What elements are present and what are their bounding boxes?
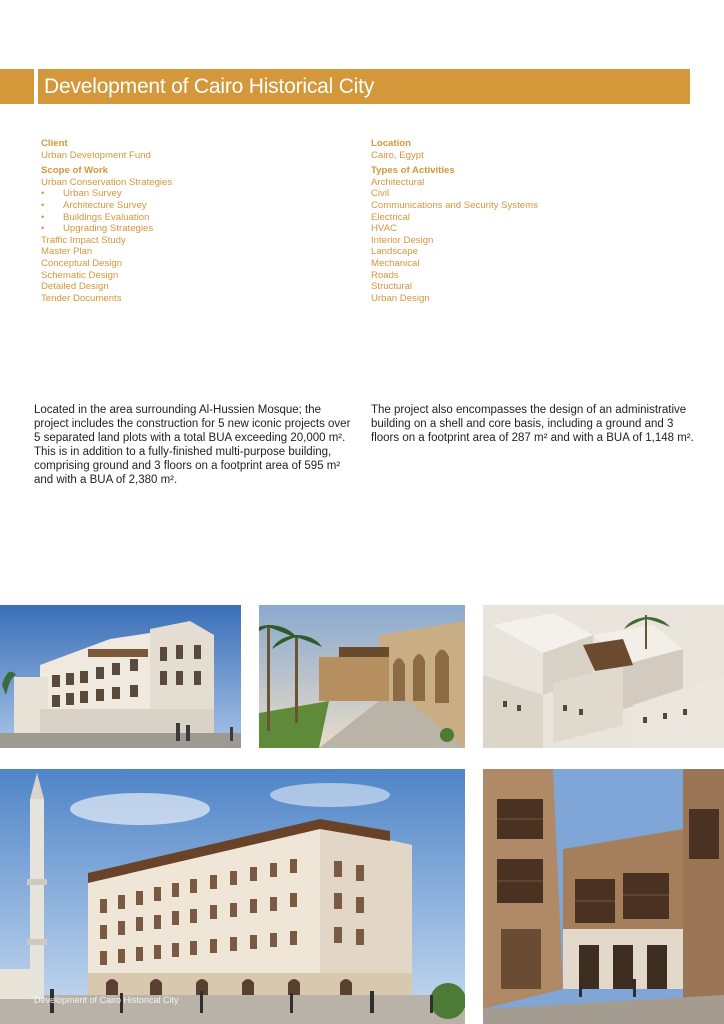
activity-item: Urban Design	[371, 292, 430, 304]
activity-item: Landscape	[371, 246, 418, 258]
scope-sub-item: • Urban Survey	[41, 188, 122, 200]
rendering-building-street	[0, 605, 241, 748]
bullet-dot: •	[41, 223, 45, 235]
location-value: Cairo, Egypt	[371, 149, 424, 161]
rendering-aerial-model	[483, 605, 724, 748]
rendering-courtyard-mashrabiya	[483, 769, 724, 1024]
scope-item: Detailed Design	[41, 281, 109, 293]
client-label: Client	[41, 138, 68, 149]
scope-label: Scope of Work	[41, 165, 108, 177]
scope-item: Conceptual Design	[41, 257, 123, 269]
bullet-dot: •	[41, 188, 45, 200]
activity-item: Electrical	[371, 211, 410, 223]
bullet-dot: •	[41, 199, 45, 211]
location-activities-column	[371, 138, 671, 304]
activity-item: Structural	[371, 281, 413, 293]
scope-item: Urban Conservation Strategies	[41, 176, 173, 188]
rendering-courtyard-palms	[259, 605, 465, 748]
scope-item: Schematic Design	[41, 269, 119, 281]
scope-sub-item: • Upgrading Strategies	[41, 223, 154, 235]
scope-sub-item: • Buildings Evaluation	[41, 211, 150, 223]
scope-sub-item: • Architecture Survey	[41, 199, 147, 211]
project-description-right: The project also encompasses the design of an administrative building on a shell and core basis, including a ground and 3 floors on a footprint area of 287 m² and with a BUA of 1,148 m².	[371, 404, 694, 444]
activity-item: Architectural	[371, 176, 425, 188]
activity-item: HVAC	[371, 223, 397, 235]
activity-item: Roads	[371, 269, 399, 281]
title-accent-block	[0, 69, 34, 104]
activity-item: Interior Design	[371, 234, 434, 246]
location-label: Location	[371, 138, 411, 149]
scope-item: Traffic Impact Study	[41, 234, 126, 246]
activities-label: Types of Activities	[371, 165, 455, 177]
activity-item: Mechanical	[371, 257, 420, 269]
client-scope-column	[41, 138, 341, 304]
bullet-dot: •	[41, 211, 45, 223]
photo-caption: Development of Cairo Historical City	[34, 995, 179, 1005]
activity-item: Civil	[371, 188, 390, 200]
scope-item: Master Plan	[41, 246, 93, 258]
page-title: Development of Cairo Historical City	[44, 75, 375, 98]
scope-item: Tender Documents	[41, 292, 122, 304]
client-value: Urban Development Fund	[41, 149, 151, 161]
rendering-main-building-minaret	[0, 769, 465, 1024]
project-description-left: Located in the area surrounding Al-Hussien Mosque; the project includes the construction for 5 new iconic projects over 5 separated land plots with a total BUA exceeding 20,000 m². This is in addition to a fully-finished multi-purpose building, comprising ground and 3 floors on a footprint area of 595 m² and with a BUA of 2,380 m².	[34, 404, 351, 486]
activity-item: Communications and Security Systems	[371, 199, 538, 211]
